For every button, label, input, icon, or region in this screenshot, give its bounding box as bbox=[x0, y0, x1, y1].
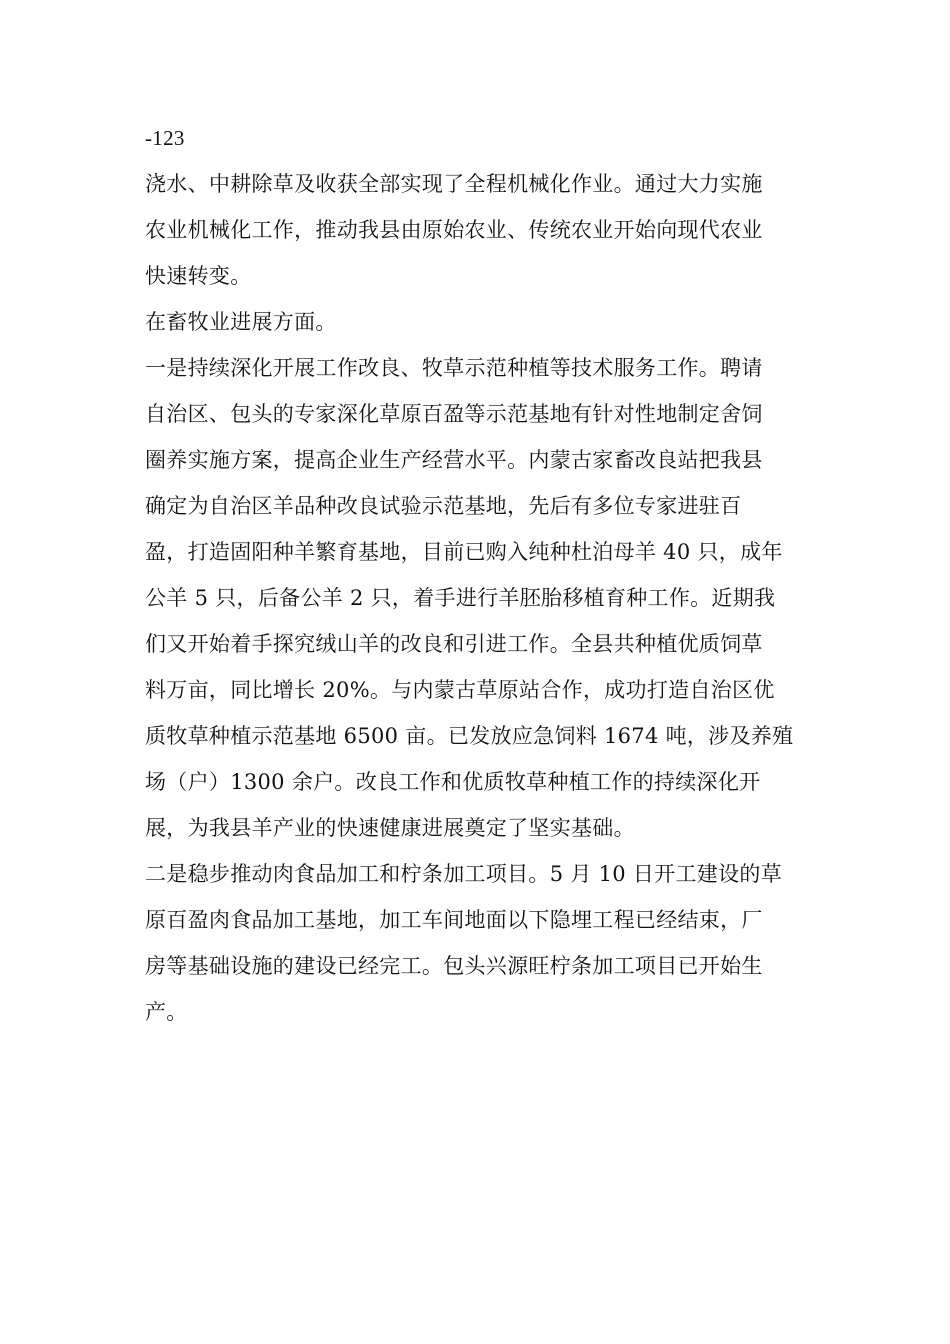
text-line: 产。 bbox=[145, 1000, 188, 1024]
text-line: 浇水、中耕除草及收获全部实现了全程机械化作业。通过大力实施 bbox=[145, 172, 763, 196]
text-line: 场（户）1300 余户。改良工作和优质牧草种植工作的持续深化开 bbox=[145, 770, 761, 794]
text-line: 农业机械化工作，推动我县由原始农业、传统农业开始向现代农业 bbox=[145, 218, 763, 242]
text-line: 料万亩，同比增长 20%。与内蒙古草原站合作，成功打造自治区优 bbox=[145, 678, 775, 702]
text-line: 展，为我县羊产业的快速健康进展奠定了坚实基础。 bbox=[145, 816, 635, 840]
text-line: 公羊 5 只，后备公羊 2 只，着手进行羊胚胎移植育种工作。近期我 bbox=[145, 586, 776, 610]
text-line: 们又开始着手探究绒山羊的改良和引进工作。全县共种植优质饲草 bbox=[145, 632, 763, 656]
section-heading: 在畜牧业进展方面。 bbox=[145, 310, 337, 334]
text-line: 圈养实施方案，提高企业生产经营水平。内蒙古家畜改良站把我县 bbox=[145, 448, 763, 472]
text-line: 自治区、包头的专家深化草原百盈等示范基地有针对性地制定舍饲 bbox=[145, 402, 763, 426]
page-number: -123 bbox=[145, 126, 185, 150]
text-line: 房等基础设施的建设已经完工。包头兴源旺柠条加工项目已开始生 bbox=[145, 954, 763, 978]
text-line: 二是稳步推动肉食品加工和柠条加工项目。5 月 10 日开工建设的草 bbox=[145, 862, 783, 886]
text-line: 快速转变。 bbox=[145, 264, 252, 288]
text-line: 一是持续深化开展工作改良、牧草示范种植等技术服务工作。聘请 bbox=[145, 356, 763, 380]
text-line: 确定为自治区羊品种改良试验示范基地，先后有多位专家进驻百 bbox=[145, 494, 742, 518]
text-line: 质牧草种植示范基地 6500 亩。已发放应急饲料 1674 吨，涉及养殖 bbox=[145, 724, 794, 748]
text-line: 盈，打造固阳种羊繁育基地，目前已购入纯种杜泊母羊 40 只，成年 bbox=[145, 540, 783, 564]
text-line: 原百盈肉食品加工基地，加工车间地面以下隐埋工程已经结束，厂 bbox=[145, 908, 763, 932]
document-body bbox=[145, 115, 805, 1035]
